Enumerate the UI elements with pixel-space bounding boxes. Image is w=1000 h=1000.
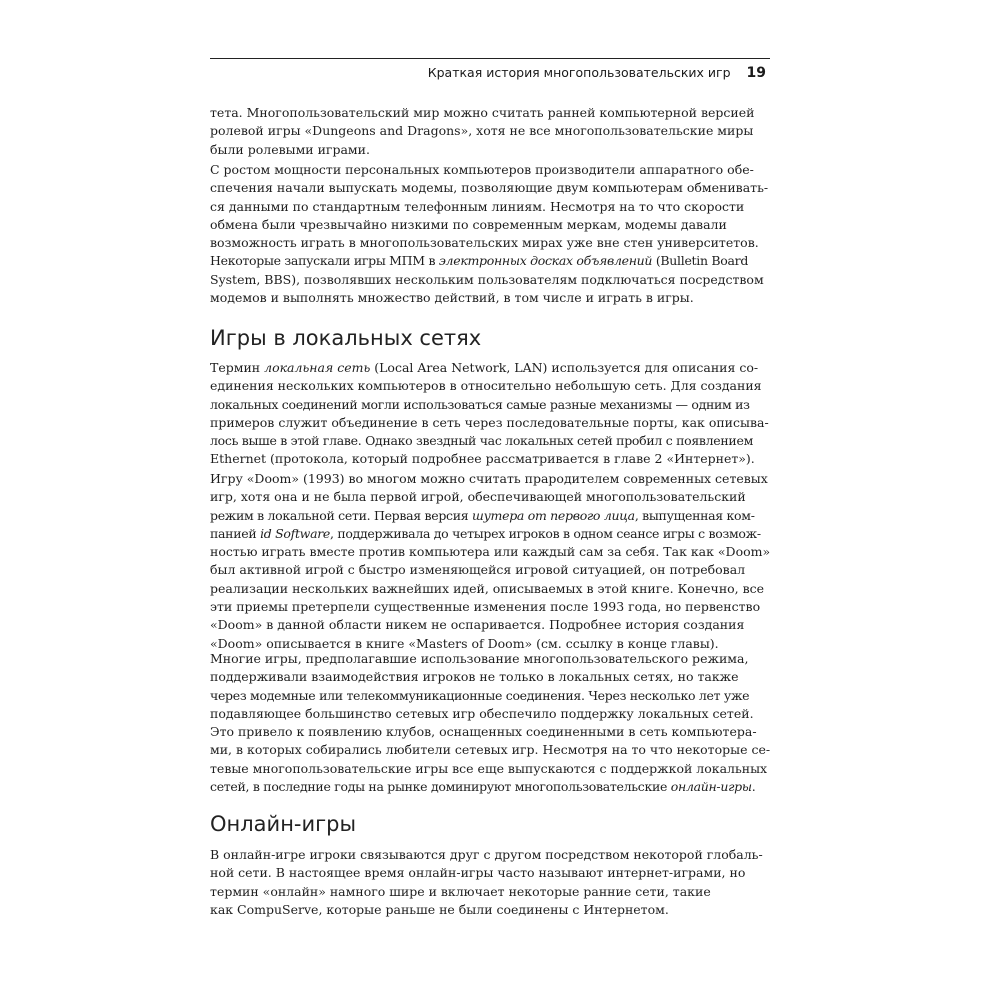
paragraph-2 — [210, 161, 770, 307]
text-line: «Doom» в данной области никем не оспаривается. Подробнее история создания — [210, 617, 745, 633]
text-run: Некоторые запускали игры МПМ в — [210, 253, 439, 269]
text-run: панией — [210, 525, 261, 541]
text-line: System, BBS), позволявших нескольким пользователям подключаться посредством — [210, 271, 764, 287]
text-line: реализации нескольких важнейших идей, описываемых в этой книге. Конечно, все — [210, 580, 765, 596]
paragraph-5 — [210, 650, 770, 796]
paragraph-3 — [210, 359, 770, 469]
text-line: В онлайн-игре игроки связываются друг с другом посредством некоторой глобаль- — [210, 847, 763, 862]
paragraph-1 — [210, 104, 770, 159]
text-line: поддерживали взаимодействия игроков не только в локальных сетях, но также — [210, 669, 739, 685]
emphasis-term: id Software — [260, 525, 330, 541]
text-line — [210, 778, 770, 796]
running-title: Краткая история многопользовательских игр — [427, 65, 731, 80]
text-line: через модемные или телекоммуникационные соединения. Через несколько лет уже — [210, 687, 750, 703]
text-run: , поддерживала до четырех игроков в одном сеансе игры с возмож- — [330, 525, 761, 541]
text-line — [210, 252, 770, 270]
text-line: тета. Многопользовательский мир можно считать ранней компьютерной версией — [210, 105, 755, 120]
emphasis-term: онлайн-игры — [670, 779, 752, 795]
emphasis-term: шутера от первого лица — [472, 507, 635, 523]
text-line: С ростом мощности персональных компьютеров производители аппаратного обе- — [210, 162, 754, 177]
text-line: Игру «Doom» (1993) во многом можно считать прародителем современных сетевых — [210, 471, 768, 486]
text-line: обмена были чрезвычайно низкими по современным меркам, модемы давали — [210, 216, 727, 232]
text-line — [210, 525, 770, 543]
text-line: «Doom» описывается в книге «Masters of Doom» (см. ссылку в конце главы). — [210, 635, 719, 651]
header-rule — [210, 58, 770, 59]
text-line: был активной игрой с быстро изменяющейся игровой ситуацией, он потребовал — [210, 562, 746, 578]
emphasis-term: локальная сеть — [264, 360, 371, 375]
text-line: Многие игры, предполагавшие использование многопользовательского режима, — [210, 651, 749, 666]
text-line: ной сети. В настоящее время онлайн-игры часто называют интернет-играми, но — [210, 865, 746, 881]
text-run: (Bulletin Board — [652, 253, 749, 269]
text-line: тевые многопользовательские игры все еще выпускаются с поддержкой локальных — [210, 760, 768, 776]
text-line: Это привело к появлению клубов, оснащенных соединенными в сеть компьютера- — [210, 724, 757, 740]
text-line: были ролевыми играми. — [210, 141, 370, 157]
emphasis-term: электронных досках объявлений — [438, 253, 653, 269]
running-head — [300, 65, 766, 81]
paragraph-6 — [210, 846, 770, 919]
text-line: как CompuServe, которые раньше не были соединены с Интернетом. — [210, 901, 669, 917]
page-number: 19 — [746, 65, 766, 81]
text-run: . — [751, 779, 756, 795]
text-line: игр, хотя она и не была первой игрой, обеспечивающей многопользовательский — [210, 489, 746, 505]
text-line — [210, 359, 770, 377]
text-run: Термин — [210, 360, 265, 375]
text-run: (Local Area Network, LAN) используется для описания со- — [370, 360, 759, 375]
text-line: ми, в которых собирались любители сетевых игр. Несмотря на то что некоторые се- — [210, 742, 771, 758]
text-line: лось выше в этой главе. Однако звездный час локальных сетей пробил с появлением — [210, 433, 753, 449]
text-line: Ethernet (протокола, который подробнее рассматривается в главе 2 «Интернет»). — [210, 451, 755, 467]
section-heading: Онлайн-игры — [210, 812, 357, 836]
text-line: ся данными по стандартным телефонным линиям. Несмотря на то что скорости — [210, 198, 745, 214]
text-line: эти приемы претерпели существенные изменения после 1993 года, но первенство — [210, 599, 761, 615]
section-heading: Игры в локальных сетях — [210, 326, 482, 350]
text-line: спечения начали выпускать модемы, позволяющие двум компьютерам обменивать- — [210, 180, 769, 196]
text-line — [210, 507, 770, 525]
text-line: ностью играть вместе против компьютера или каждый сам за себя. Так как «Doom» — [210, 544, 771, 560]
text-run: сетей, в последние годы на рынке доминируют многопользовательские — [210, 779, 671, 795]
text-line: термин «онлайн» намного шире и включает некоторые ранние сети, такие — [210, 883, 711, 899]
text-run: режим в локальной сети. Первая версия — [210, 507, 473, 523]
text-line: модемов и выполнять множество действий, в том числе и играть в игры. — [210, 290, 694, 306]
text-line: локальных соединений могли использоваться самые разные механизмы — одним из — [210, 396, 750, 412]
text-run: , выпущенная ком- — [634, 507, 755, 523]
text-line: возможность играть в многопользовательских мирах уже вне стен университетов. — [210, 235, 759, 251]
text-line: ролевой игры «Dungeons and Dragons», хотя не все многопользовательские миры — [210, 123, 754, 139]
text-line: примеров служит объединение в сеть через последовательные порты, как описыва- — [210, 414, 769, 430]
text-line: единения нескольких компьютеров в относительно небольшую сеть. Для создания — [210, 378, 762, 394]
text-line: подавляющее большинство сетевых игр обеспечило поддержку локальных сетей. — [210, 705, 754, 721]
paragraph-4 — [210, 470, 770, 653]
